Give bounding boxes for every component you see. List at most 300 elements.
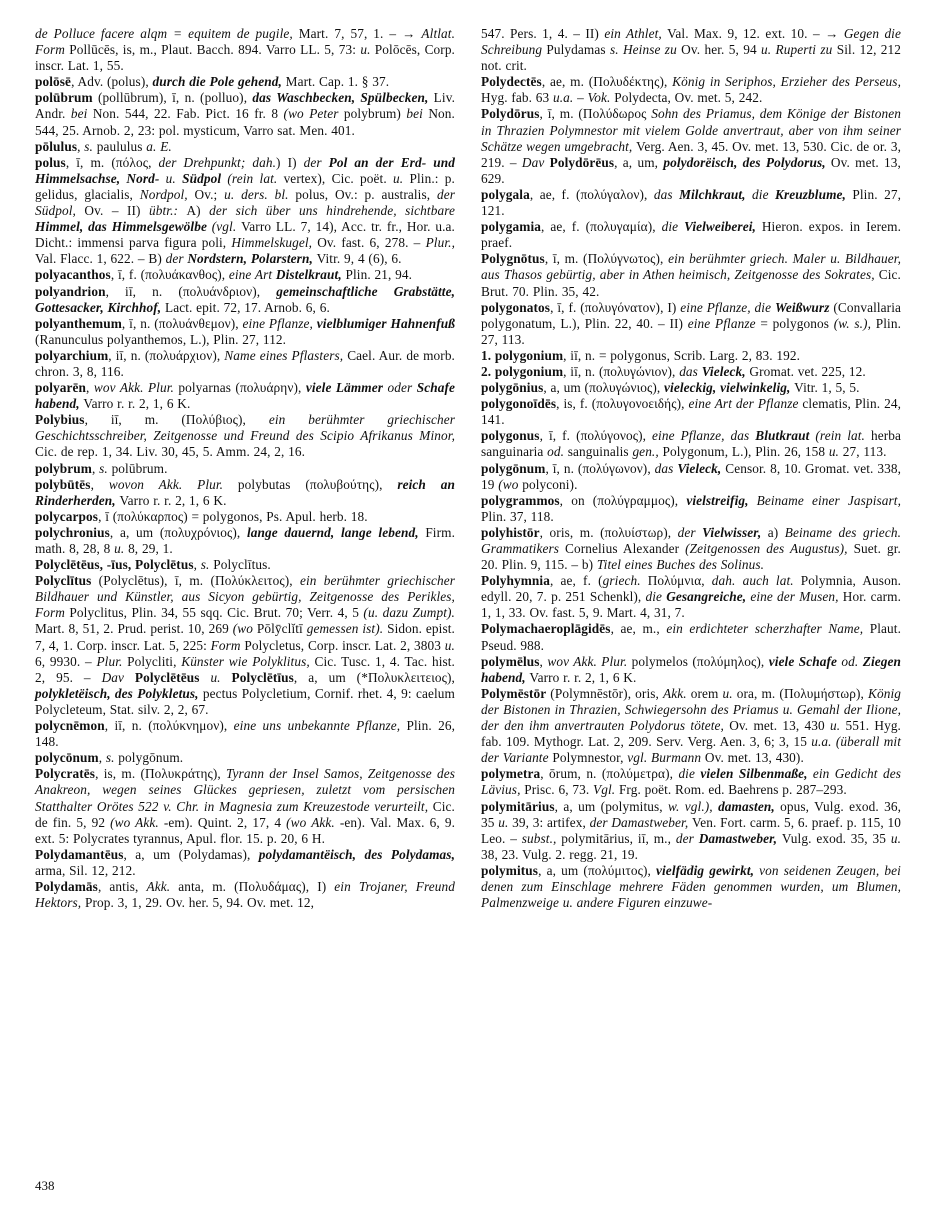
text-segment: Polymnestor,: [552, 750, 628, 766]
entry-polychronius: [35, 525, 455, 557]
text-segment: orem: [690, 685, 723, 701]
text-segment: Non. 544, 25. Arnob. 2, 23: pol. mysticum, Varro sat. Men. 401.: [35, 106, 455, 138]
text-segment: König der Bistonen in Thrazien, Schwiegersohn des Priamus u. Gemahl der Ilione, der den ihm anvertrauten Polydorus tötete,: [481, 685, 901, 734]
text-segment: u.a. – Vok.: [553, 90, 615, 106]
text-segment: polygonatos: [481, 299, 551, 315]
text-segment: (rein lat.: [815, 428, 871, 444]
text-segment: polycarpos: [35, 508, 99, 524]
text-segment: u.: [360, 42, 375, 58]
entry-polymachaeroplagides: [481, 621, 901, 653]
text-segment: Non. 544, 22. Fab. Pict. 16 fr. 8: [92, 106, 284, 122]
text-segment: -en). Val. Max. 6, 9. ext. 5: Polycrates tyrannus, Apul. flor. 15. p. 20, 6 H.: [35, 814, 455, 846]
text-segment: , antis,: [97, 878, 147, 894]
entry-polymitus: [481, 863, 901, 911]
entry-polyclitus: [35, 573, 455, 718]
text-segment: polygonus: [481, 428, 540, 444]
text-segment: , a, um,: [614, 154, 664, 170]
text-segment: Firm. math. 8, 28, 8: [35, 524, 455, 556]
text-segment: Varro r. r. 2, 1, 6 K.: [119, 492, 227, 508]
text-segment: Prisc. 6, 73.: [524, 782, 594, 798]
entry-polybius: [35, 412, 455, 460]
text-segment: Beiname einer Jaspisart,: [756, 492, 901, 508]
text-segment: Hieron. expos. in Ierem. praef.: [481, 219, 901, 251]
text-segment: das: [679, 363, 702, 379]
text-segment: gen.,: [632, 444, 663, 460]
text-segment: Val. Max. 9, 12. ext. 10. – →: [667, 26, 844, 41]
text-segment: , a, um (Polydamas),: [123, 846, 259, 862]
text-segment: wov Akk. Plur.: [547, 653, 632, 669]
text-segment: Ov. met. 13, 430).: [704, 750, 804, 766]
text-segment: s.: [200, 557, 214, 573]
text-segment: Vitr. 9, 4 (6), 6.: [316, 251, 402, 267]
text-segment: Polycliti,: [127, 653, 182, 669]
text-segment: Prop. 3, 1, 29. Ov. her. 5, 94. Ov. met. 12,: [84, 895, 315, 911]
text-segment: eine uns unbekannte Pflanze,: [233, 718, 407, 734]
text-segment: polymelos (πολύμηλος),: [631, 653, 769, 669]
text-segment: eine Art der Pflanze: [688, 396, 803, 412]
text-segment: sanguinalis: [567, 444, 633, 460]
text-segment: Polydōrus: [481, 106, 540, 122]
text-segment: eine Pflanze,: [242, 315, 317, 331]
page-footer: [35, 1178, 55, 1194]
text-segment: u.: [722, 685, 737, 701]
text-segment: lange dauernd, lange lebend,: [246, 524, 426, 540]
text-segment: Polymachaeroplāgidēs: [481, 621, 611, 637]
text-segment: Vieleck,: [677, 460, 726, 476]
text-segment: Vitr. 1, 5, 5.: [794, 380, 860, 396]
text-segment: ora, m. (Πολυμήστωρ),: [736, 685, 868, 701]
text-segment: (wo Akk.: [286, 814, 340, 830]
entry-polygamia: [481, 219, 901, 251]
entry-polyacanthos: [35, 267, 455, 283]
text-segment: polygala: [481, 186, 530, 202]
text-segment: Ov. met. 13, 629.: [481, 154, 901, 186]
text-segment: Nordpol,: [139, 186, 195, 202]
text-segment: viele Lämmer: [305, 380, 388, 396]
text-segment: bei: [70, 106, 93, 122]
text-segment: , iī, m. (Πολύβιος),: [84, 412, 269, 428]
text-segment: Plin. 37, 118.: [481, 508, 554, 524]
text-segment: polygōnum: [481, 460, 546, 476]
text-segment: polus: [35, 154, 66, 170]
text-segment: 27, 113.: [842, 444, 887, 460]
text-segment: Pulydamas: [546, 42, 610, 58]
text-segment: Titel eines Buches des Solinus.: [596, 557, 765, 573]
text-segment: Schafe habend,: [35, 380, 455, 412]
text-segment: polūbrum.: [111, 460, 168, 476]
text-segment: polybūtēs: [35, 476, 91, 492]
text-segment: = polygonos: [760, 315, 834, 331]
text-segment: , ae, m. (Πολυδέκτης),: [541, 74, 673, 90]
text-segment: Distelkraut,: [275, 267, 346, 283]
two-column-layout: [35, 26, 901, 911]
text-segment: Cic. de rep. 1, 34. Liv. 30, 45, 5. Amm. 24, 2, 16.: [35, 444, 306, 460]
text-segment: ein berühmter griechischer Bildhauer und Künstler, aus Sicyon gebürtig, Zeitgenosse des Perikles, Form: [35, 573, 456, 621]
text-segment: , ae, m.,: [610, 621, 667, 637]
text-segment: , ī, m. (Πολύδωρος: [539, 106, 652, 122]
text-segment: u. ders. bl.: [224, 186, 296, 202]
text-segment: Polyclētēus, -īus, Polyclētus: [35, 557, 194, 573]
text-segment: polybrum: [35, 460, 92, 476]
text-segment: pectus Polycletium, Cornif. rhet. 4, 9: caelum Polycleteum, Stat. silv. 2, 2, 67.: [35, 685, 455, 717]
text-segment: , iī, n. (πολυγώνιον),: [563, 363, 680, 379]
text-segment: polymitārius, iī, m.,: [561, 830, 676, 846]
text-segment: polymitus: [481, 862, 539, 878]
text-segment: Blutkraut: [755, 428, 816, 444]
text-segment: Vielwisser,: [702, 524, 768, 540]
text-segment: , oris, m. (πολυίστωρ),: [539, 524, 678, 540]
entry-polybutes: [35, 477, 455, 509]
text-segment: Weißwurz: [774, 299, 834, 315]
text-segment: Sidon. epist. 7, 4, 1. Corp. inscr. Lat. 5, 225:: [35, 621, 455, 653]
text-segment: , is, f. (πολυγονοειδής),: [556, 396, 689, 412]
text-segment: polūbrum: [35, 90, 93, 106]
text-segment: Polydamās: [35, 878, 98, 894]
text-segment: , is, m. (Πολυκράτης),: [95, 766, 227, 782]
text-segment: ein erdichteter scherzhafter Name,: [666, 621, 870, 637]
text-segment: , ī, f. (πολυγόνατον), I): [550, 299, 681, 315]
text-segment: Cael. Aur. de morb. chron. 3, 8, 116.: [35, 347, 455, 379]
text-segment: ,: [98, 750, 106, 766]
text-segment: 38, 23. Vulg. 2. regg. 21, 19.: [481, 846, 639, 862]
text-segment: Ov. her. 5, 94: [681, 42, 762, 58]
entry-polymestor: [481, 686, 901, 766]
entry-polycarpos: [35, 509, 455, 525]
text-segment: ,: [91, 460, 100, 476]
text-segment: Akk.: [146, 878, 179, 894]
text-segment: ein Gedicht des Lävius,: [481, 766, 901, 798]
text-segment: , ī, n. (πολυάνθεμον),: [121, 315, 243, 331]
text-segment: herba sanguinaria: [481, 428, 901, 460]
text-segment: polyarchium: [35, 347, 109, 363]
text-segment: Vieleck,: [701, 363, 750, 379]
text-segment: u.: [890, 830, 902, 846]
text-segment: anta, m. (Πολυδάμας), I): [178, 878, 335, 894]
entry-polycnemon: [35, 718, 455, 750]
text-segment: wovon Akk. Plur.: [108, 476, 238, 492]
text-segment: ,: [90, 476, 109, 492]
text-segment: Polycratēs: [35, 766, 96, 782]
column-right: [481, 26, 901, 911]
text-segment: Ov. met. 13, 430: [729, 718, 831, 734]
entry-polyanthemum: [35, 316, 455, 348]
text-segment: (wo: [498, 476, 523, 492]
text-segment: u.: [828, 444, 843, 460]
text-segment: die: [752, 186, 776, 202]
text-segment: Lact. epit. 72, 17. Arnob. 6, 6.: [164, 299, 330, 315]
text-segment: u.: [444, 637, 455, 653]
text-segment: vielen Silbenmaße,: [700, 766, 813, 782]
text-segment: Polyclētēus: [134, 669, 211, 685]
text-segment: Polyclītus.: [213, 557, 271, 573]
text-segment: König in Seriphos, Erzieher des Perseus,: [672, 74, 901, 90]
text-segment: polygonoīdēs: [481, 396, 557, 412]
text-segment: Akk.: [663, 685, 691, 701]
entry-polyhymnia: [481, 573, 901, 621]
text-segment: Polydectēs: [481, 74, 542, 90]
entry-polydorus: [481, 106, 901, 186]
text-segment: Plur.,: [425, 235, 455, 251]
entry-polybrum: [35, 461, 455, 477]
text-segment: w. vgl.),: [668, 798, 719, 814]
text-segment: Polydamantēus: [35, 846, 124, 862]
text-segment: Plur.: [96, 653, 128, 669]
text-segment: Cic. Tusc. 1, 4. Tac. hist. 2, 95. –: [35, 653, 455, 685]
text-segment: (rein lat.: [227, 170, 284, 186]
text-segment: , ī, m. (πόλος,: [65, 154, 159, 170]
entry-polymitarius: [481, 799, 901, 863]
entry-polyhistor: [481, 525, 901, 573]
text-segment: Polycletus, Corp. inscr. Lat. 2, 3803: [244, 637, 445, 653]
text-segment: Ov. fast. 6, 278. –: [317, 235, 426, 251]
text-segment: wov Akk. Plur.: [93, 380, 179, 396]
text-segment: od.: [841, 653, 863, 669]
text-segment: Suet. gr. 20. Plin. 9, 115. – b): [481, 541, 901, 573]
text-segment: Nordstern, Polarstern,: [187, 251, 317, 267]
text-segment: , ōrum, n. (πολύμετρα),: [540, 766, 679, 782]
text-segment: Mart. Cap. 1. § 37.: [285, 74, 390, 90]
entry-polygonoides: [481, 396, 901, 428]
entry-polyaren: [35, 380, 455, 412]
text-segment: der: [303, 154, 329, 170]
entry-polydamanteus: [35, 847, 455, 879]
text-segment: , ae, f. (πολυγαμία),: [541, 219, 662, 235]
text-segment: Vielweiberei,: [684, 219, 762, 235]
text-segment: vieleckig, vielwinkelig,: [664, 380, 795, 396]
entry-polydectes: [481, 74, 901, 106]
entry-polygala: [481, 187, 901, 219]
text-segment: polygōnum.: [118, 750, 184, 766]
text-segment: polyanthemum: [35, 315, 122, 331]
text-segment: Cic. de fin. 5, 92: [35, 798, 455, 830]
text-segment: Polyhymnia: [481, 573, 550, 589]
text-segment: (vgl.: [211, 219, 242, 235]
text-segment: das Waschbecken, Spülbecken,: [252, 90, 434, 106]
text-segment: (Polyclētus), ī, m. (Πολύκλειτος),: [91, 573, 300, 589]
text-segment: , iī, n. (πολυάνδριον),: [105, 283, 277, 299]
text-segment: Pollūcēs, is, m., Plaut. Bacch. 894. Varro LL. 5, 73:: [69, 42, 361, 58]
text-segment: Varro r. r. 2, 1, 6 K.: [529, 669, 637, 685]
text-segment: , a, um (πολυγώνιος),: [543, 380, 665, 396]
text-segment: Polyclitus, Plin. 34, 55 sqq. Cic. Brut. 70; Verr. 4, 5: [69, 605, 364, 621]
text-segment: der: [677, 524, 703, 540]
text-segment: Frg. poët. Rom. ed. Baehrens p. 287–293.: [618, 782, 847, 798]
text-segment: der: [165, 251, 188, 267]
entry-polymelus: [481, 654, 901, 686]
text-segment: ,: [193, 557, 201, 573]
text-segment: , on (πολύγραμμος),: [559, 492, 687, 508]
text-segment: polyhistōr: [481, 524, 540, 540]
text-segment: (wo Akk.: [110, 814, 164, 830]
text-segment: polygamia: [481, 219, 542, 235]
text-segment: übtr.:: [149, 203, 187, 219]
text-segment: gemessen ist).: [306, 621, 388, 637]
text-segment: ein Athlet,: [604, 26, 668, 41]
text-segment: ein berühmter griech. Maler u. Bildhauer, aus Thasos gebürtig, aber in Athen heimisch, Zeitgenosse des Sokrates,: [481, 251, 901, 283]
text-segment: Südpol: [182, 170, 228, 186]
text-segment: , ī, m. (Πολύγνωτος),: [544, 251, 669, 267]
text-segment: ) I): [276, 154, 304, 170]
text-segment: Vulg. exod. 35, 35: [781, 830, 891, 846]
text-segment: Πολύμνια,: [647, 573, 712, 589]
text-segment: eine Art: [228, 267, 276, 283]
text-segment: polōsē: [35, 74, 72, 90]
entry-polycleteus-ref: [35, 557, 455, 573]
entry-polubrum: [35, 90, 455, 138]
text-segment: das: [653, 186, 680, 202]
text-segment: der Damastweber,: [589, 814, 692, 830]
text-segment: , ae, f. (: [549, 573, 603, 589]
text-segment: Kreuzblume,: [775, 186, 853, 202]
entry-polydamas: [35, 879, 455, 911]
text-segment: Plin. 27, 113.: [481, 315, 901, 347]
text-segment: Mart. 8, 51, 2. Prud. perist. 10, 269: [35, 621, 233, 637]
text-segment: (w. s.),: [833, 315, 876, 331]
text-segment: Plin. 26, 148.: [35, 718, 456, 750]
entry-polus: [35, 155, 455, 268]
text-segment: , a, um (*Πολυκλειτειος),: [293, 669, 455, 685]
text-segment: 39, 3: artifex,: [512, 814, 590, 830]
text-segment: Ov. – II): [84, 203, 149, 219]
text-segment: s.: [105, 750, 119, 766]
entry-polluce-continuation: [35, 26, 455, 74]
entry-polycrates: [35, 766, 455, 846]
text-segment: a): [767, 524, 785, 540]
text-segment: , iī, n. (πολύκνημον),: [104, 718, 234, 734]
text-segment: 547. Pers. 1, 4. – II): [481, 26, 605, 41]
text-segment: Cornelius Alexander: [565, 541, 686, 556]
text-segment: Hor. carm. 1, 1, 33. Ov. fast. 5, 9. Mart. 4, 31, 7.: [481, 589, 901, 621]
text-segment: (Convallaria polygonatum, L.), Plin. 22, 40. – II): [481, 299, 901, 331]
text-segment: Polydecta, Ov. met. 5, 242.: [614, 90, 763, 106]
text-segment: der Südpol,: [35, 186, 455, 219]
entry-polyconum: [35, 750, 455, 766]
text-segment: polus, Ov.: p. australis,: [295, 186, 437, 202]
text-segment: Plin. 27, 121.: [481, 186, 901, 219]
text-segment: damasten,: [718, 798, 781, 814]
text-segment: Ov.;: [194, 186, 225, 202]
text-segment: Gromat. vet. 225, 12.: [749, 363, 866, 379]
text-segment: Ven. Fort. carm. 5, 6. praef. p. 115, 10 Leo. –: [481, 814, 902, 846]
text-segment: von seidenen Zeugen, bei denen zum Einschlage mehrere Fäden genommen wurden, um Blumen, Palmenzweige u. andere Figuren einzuwe-: [481, 862, 901, 911]
entry-polygonius: [481, 380, 901, 396]
text-segment: Beiname des griech. Grammatikers: [481, 524, 901, 556]
text-segment: subst.,: [521, 830, 562, 846]
text-segment: Hyg. fab. 63: [481, 90, 553, 106]
text-segment: Vgl.: [593, 782, 619, 798]
text-segment: ,: [539, 653, 548, 669]
text-segment: paululus: [96, 138, 147, 154]
text-segment: , ī, n. (πολύγωνον),: [545, 460, 655, 476]
text-segment: polyandrion: [35, 283, 106, 299]
text-segment: 551. Hyg. fab. 109. Mythogr. Lat. 2, 209. Serv. Verg. Aen. 3, 6; 3, 15: [481, 718, 901, 750]
text-segment: A): [186, 203, 210, 219]
text-segment: a. E.: [146, 138, 172, 154]
text-segment: Ziegen habend,: [481, 653, 901, 685]
text-segment: Polyclētīus: [231, 669, 294, 685]
text-segment: vielstreifig,: [686, 492, 757, 508]
text-segment: gemeinschaftliche Grabstätte, Gottesacker, Kirchhof,: [35, 283, 455, 315]
text-segment: , ī, f. (πολύγονος),: [539, 428, 653, 444]
entry-polose: [35, 74, 455, 90]
text-segment: dah. auch lat.: [711, 573, 801, 589]
text-segment: Polydōrēus: [549, 154, 615, 170]
text-segment: polycōnum: [35, 750, 99, 766]
text-segment: ein Trojaner, Freund Hektors,: [35, 878, 455, 911]
text-segment: Verg. Aen. 3, 45. Ov. met. 13, 530. Cic. de or. 3, 219. –: [481, 138, 901, 170]
text-segment: (Polymnēstōr), oris,: [546, 685, 663, 701]
text-segment: Milchkraut,: [679, 186, 753, 202]
text-segment: Val. Flacc. 1, 622. – B): [35, 251, 166, 267]
text-segment: Polybius: [35, 412, 85, 428]
text-segment: Polygonum, L.), Plin. 26, 158: [662, 444, 829, 460]
text-segment: (Ranunculus polyanthemos, L.), Plin. 27, 112.: [35, 331, 287, 347]
text-segment: Plin. 21, 94.: [345, 267, 413, 283]
text-segment: polyacanthos: [35, 267, 111, 283]
entry-polydamas-continuation: [481, 26, 901, 74]
text-segment: vielblumiger Hahnenfuß: [316, 315, 455, 331]
text-segment: polybrum): [343, 106, 407, 122]
text-segment: polykletëisch, des Polykletus,: [35, 685, 203, 701]
text-segment: de Polluce facere alqm = equitem de pugile,: [35, 26, 299, 41]
text-segment: der sich über uns hindrehende, sichtbare: [209, 203, 455, 219]
text-segment: Damastweber,: [698, 830, 782, 846]
text-segment: Form: [210, 637, 245, 653]
text-segment: Varro LL. 7, 14), Acc. tr. fr., Hor. u.a. Dicht.: immensi parva figura poli,: [35, 219, 455, 251]
text-segment: eine Pflanze: [687, 315, 761, 331]
text-segment: viele Schafe: [768, 653, 842, 669]
text-segment: polygōnius: [481, 380, 544, 396]
text-segment: Dav: [521, 154, 550, 170]
text-segment: polyarnas (πολυάρην),: [178, 380, 306, 396]
text-segment: der: [675, 830, 699, 846]
text-segment: 1. polygonium: [481, 347, 564, 363]
text-segment: -em). Quint. 2, 17, 4: [163, 814, 287, 830]
text-segment: Himmelskugel,: [231, 235, 318, 251]
text-segment: durch die Pole gehend,: [152, 74, 286, 90]
text-segment: , a, um (πολυχρόνιος),: [109, 524, 247, 540]
text-segment: Tyrann der Insel Samos, Zeitgenosse des Anakreon, wegen seines Glückes gepriesen, zuletzt vom persischen Statthalter Orötes 522 v. Chr. in Magnesia zum Kreuzestode verurteilt,: [35, 766, 455, 814]
text-segment: polymetra: [481, 766, 541, 782]
text-segment: (u. dazu Zumpt).: [363, 605, 455, 621]
text-segment: polydamantëisch, des Polydamas,: [258, 846, 455, 862]
text-segment: vgl. Burmann: [627, 750, 705, 766]
text-segment: Polymēstōr: [481, 685, 547, 701]
text-segment: Polōcēs, Corp. inscr. Lat. 1, 55.: [35, 42, 455, 74]
text-segment: Plaut. Pseud. 988.: [481, 621, 901, 653]
entry-polygonium-1: [481, 348, 901, 364]
text-segment: reich an Rinderherden,: [35, 476, 455, 508]
entry-polulus: [35, 139, 455, 155]
text-segment: polyconi).: [522, 476, 578, 492]
entry-polygnotus: [481, 251, 901, 299]
text-segment: u.: [165, 170, 183, 186]
text-segment: , iī, n. (πολυάρχιον),: [108, 347, 225, 363]
text-segment: polymēlus: [481, 653, 540, 669]
text-segment: Sil. 12, 212 not. crit.: [481, 42, 902, 74]
entry-polygonium-2: [481, 364, 901, 380]
text-segment: Himmel, das Himmelsgewölbe: [35, 219, 212, 235]
text-segment: Künster wie Polyklitus,: [181, 653, 315, 669]
text-segment: Plin.: p. gelidus, glacialis,: [35, 170, 455, 202]
text-segment: polycnēmon: [35, 718, 105, 734]
text-segment: oder: [387, 380, 417, 396]
text-segment: u.: [498, 814, 513, 830]
text-segment: s. Heinse zu: [609, 42, 682, 58]
text-segment: s.: [84, 138, 97, 154]
text-segment: u.a. (überall mit der Variante: [481, 734, 902, 766]
text-segment: , ī (πολύκαρπος) = polygonos, Ps. Apul. herb. 18.: [98, 508, 368, 524]
